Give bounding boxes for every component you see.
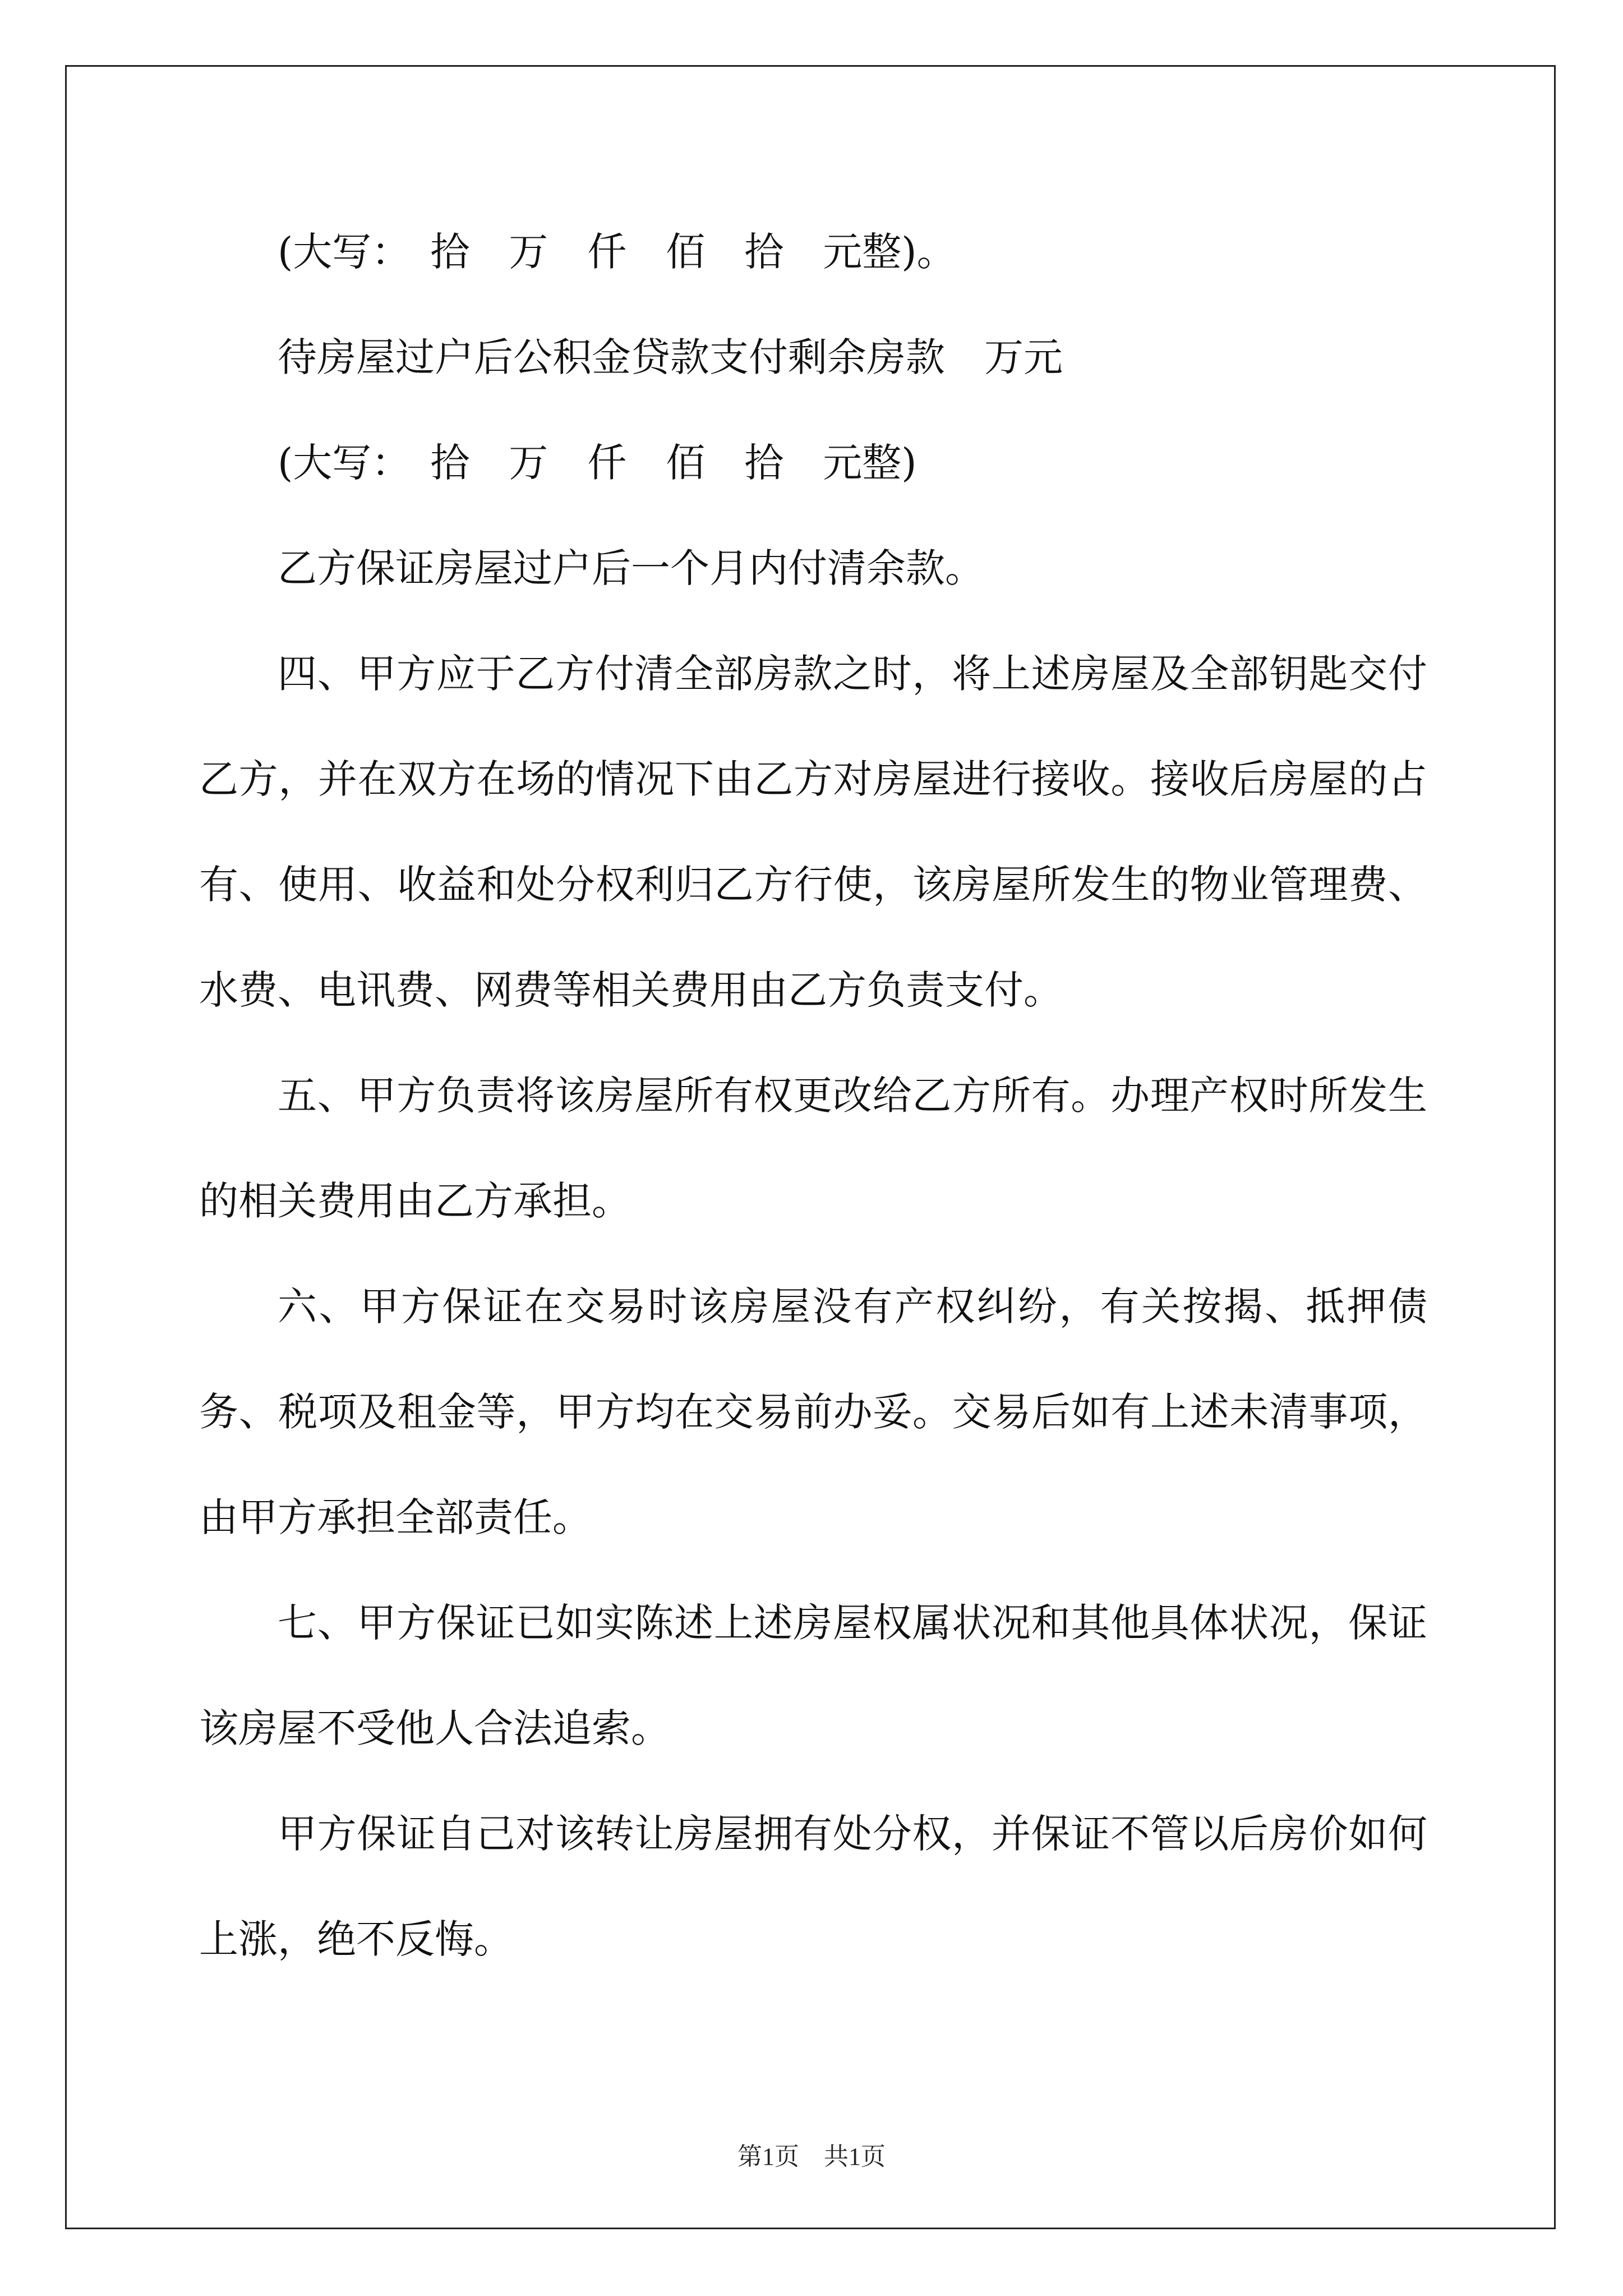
paragraph-amount-words-2: (大写： 拾 万 仟 佰 拾 元整) [278,440,917,486]
page-number: 第1页 共1页 [737,2143,886,2170]
paragraph-loan-payment: 待房屋过户后公积金贷款支付剩余房款 万元 [278,334,1063,380]
document-body [199,199,1427,1992]
clause-seven: 七、甲方保证已如实陈述上述房屋权属状况和其他具体状况，保证该房屋不受他人合法追索。 [199,1600,1427,1751]
clause-four: 四、甲方应于乙方付清全部房款之时，将上述房屋及全部钥匙交付乙方，并在双方在场的情况下由乙方对房屋进行接收。接收后房屋的占有、使用、收益和处分权利归乙方行使，该房屋所发生的物业管理费、水费、电讯费、网费等相关费用由乙方负责支付。 [199,651,1427,1013]
paragraph-balance-guarantee: 乙方保证房屋过户后一个月内付清余款。 [278,545,984,591]
clause-five: 五、甲方负责将该房屋所有权更改给乙方所有。办理产权时所发生的相关费用由乙方承担。 [199,1073,1427,1224]
paragraph-amount-words-1: (大写： 拾 万 仟 佰 拾 元整)。 [278,229,956,275]
clause-six: 六、甲方保证在交易时该房屋没有产权纠纷，有关按揭、抵押债务、税项及租金等，甲方均在交易前办妥。交易后如有上述未清事项，由甲方承担全部责任。 [199,1283,1427,1540]
paragraph-disposal-right: 甲方保证自己对该转让房屋拥有处分权，并保证不管以后房价如何上涨，绝不反悔。 [199,1811,1427,1962]
